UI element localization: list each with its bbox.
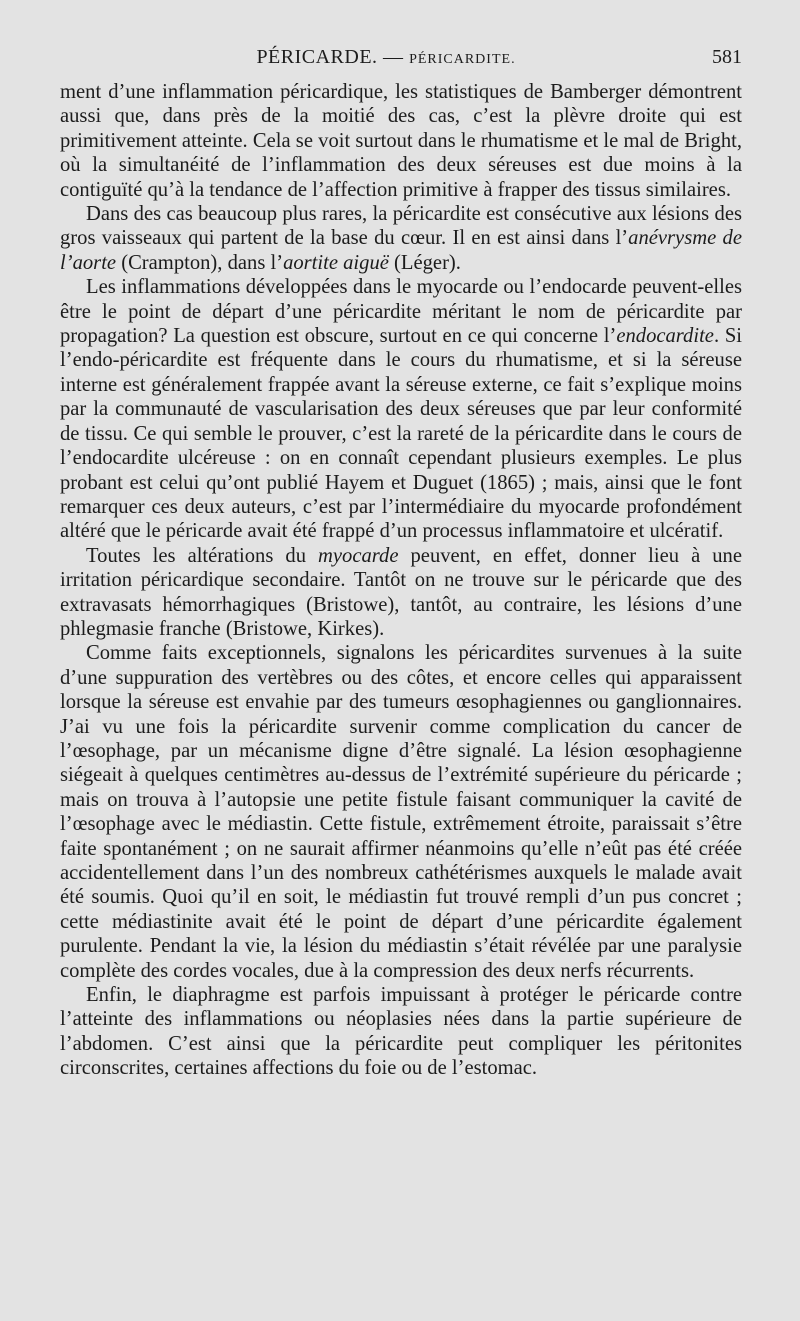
paragraph-2 — [60, 202, 742, 275]
running-title-sub: PÉRICARDITE. — [409, 52, 516, 67]
text-run: Toutes les altérations du — [86, 544, 319, 567]
text-run: peuvent, en effet, donner lieu à une irritation péricardique secondaire. Tantôt on ne trouve sur le péricarde que des extravasats hémorrhagiques (Bristowe), tantôt, au contraire, les lésions d’une phlegmasie franche (Bristowe, Kirkes). — [60, 544, 742, 640]
paragraph-5 — [60, 641, 742, 983]
body-text — [60, 80, 742, 1081]
running-title-main: PÉRICARDE. — — [256, 46, 404, 68]
text-run: . Si l’endo-péricardite est fréquente dans le cours du rhumatisme, et si la séreuse interne est généralement frappée avant la séreuse externe, ce fait s’explique moins par la communauté de vascularisation des deux séreuses que par leur conformité de tissu. Ce qui semble le prouver, c’est la rareté de la péricardite dans le cours de l’endocardite ulcéreuse : on en connaît cependant plusieurs exemples. Le plus probant est celui qu’ont publié Hayem et Duguet (1865) ; mais, ainsi que le font remarquer ces deux auteurs, c’est par l’intermédiaire du myocarde profondément altéré que le péricarde avait été frappé d’un processus inflammatoire et ulcératif. — [60, 325, 742, 543]
text-run: Les inflammations développées dans le myocarde ou l’endocarde peuvent-elles être le point de départ d’une péricardite méritant le nom de péricardite par propagation? La question est obscure, surtout en ce qui concerne l’ — [60, 276, 742, 348]
italic-term: endocardite — [616, 325, 714, 348]
italic-term: anévrysme de l’aorte — [60, 227, 742, 274]
text-run: Enfin, le diaphragme est parfois impuissant à protéger le péricarde contre l’atteinte des inflammations ou néoplasies nées dans la partie supérieure de l’abdomen. C’est ainsi que la péricardite peut compliquer les péritonites circonscrites, certaines affections du foie ou de l’estomac. — [60, 984, 742, 1080]
italic-term: aortite aiguë — [283, 251, 389, 274]
paragraph-4 — [60, 544, 742, 642]
running-header — [60, 46, 742, 76]
text-run: Dans des cas beaucoup plus rares, la péricardite est consécutive aux lésions des gros vaisseaux qui partent de la base du cœur. Il en est ainsi dans l’ — [60, 203, 742, 250]
page-number: 581 — [712, 46, 742, 68]
italic-term: myocarde — [318, 544, 399, 567]
text-run: (Crampton), dans l’ — [116, 251, 284, 274]
text-run: Comme faits exceptionnels, signalons les péricardites survenues à la suite d’une suppuration des vertèbres ou des côtes, et encore celles qui apparaissent lorsque la séreuse est envahie par des tumeurs œsophagiennes ou ganglionnaires. J’ai vu une fois la péricardite survenir comme complication du cancer de l’œsophage, par un mécanisme digne d’être signalé. La lésion œsophagienne siégeait à quelques centimètres au-dessus de l’extrémité supérieure du péricarde ; mais on trouva à l’autopsie une petite fistule faisant communiquer la cavité de l’œsophage avec le médiastin. Cette fistule, extrêmement étroite, paraissait s’être faite spontanément ; on ne saurait affirmer néanmoins qu’elle n’eût pas été créée accidentellement dans l’un des nombreux cathétérismes auxquels le malade avait été soumis. Quoi qu’il en soit, le médiastin fut trouvé rempli d’un pus concret ; cette médiastinite avait été le point de départ d’une péricardite également purulente. Pendant la vie, la lésion du médiastin s’était révélée par une paralysie complète des cordes vocales, due à la compression des deux nerfs récurrents. — [60, 642, 742, 982]
paragraph-3 — [60, 275, 742, 543]
text-run: (Léger). — [388, 251, 461, 274]
text-run: ment d’une inflammation péricardique, les statistiques de Bamberger démontrent aussi que, dans près de la moitié des cas, c’est la plèvre droite qui est primitivement atteinte. Cela se voit surtout dans le rhumatisme et le mal de Bright, où la simultanéité de l’inflammation des deux séreuses est due moins à la contiguïté qu’à la tendance de l’affection primitive à frapper des tissus similaires. — [60, 81, 742, 201]
running-title — [60, 46, 682, 69]
paragraph-1 — [60, 80, 742, 202]
paragraph-6 — [60, 983, 742, 1081]
